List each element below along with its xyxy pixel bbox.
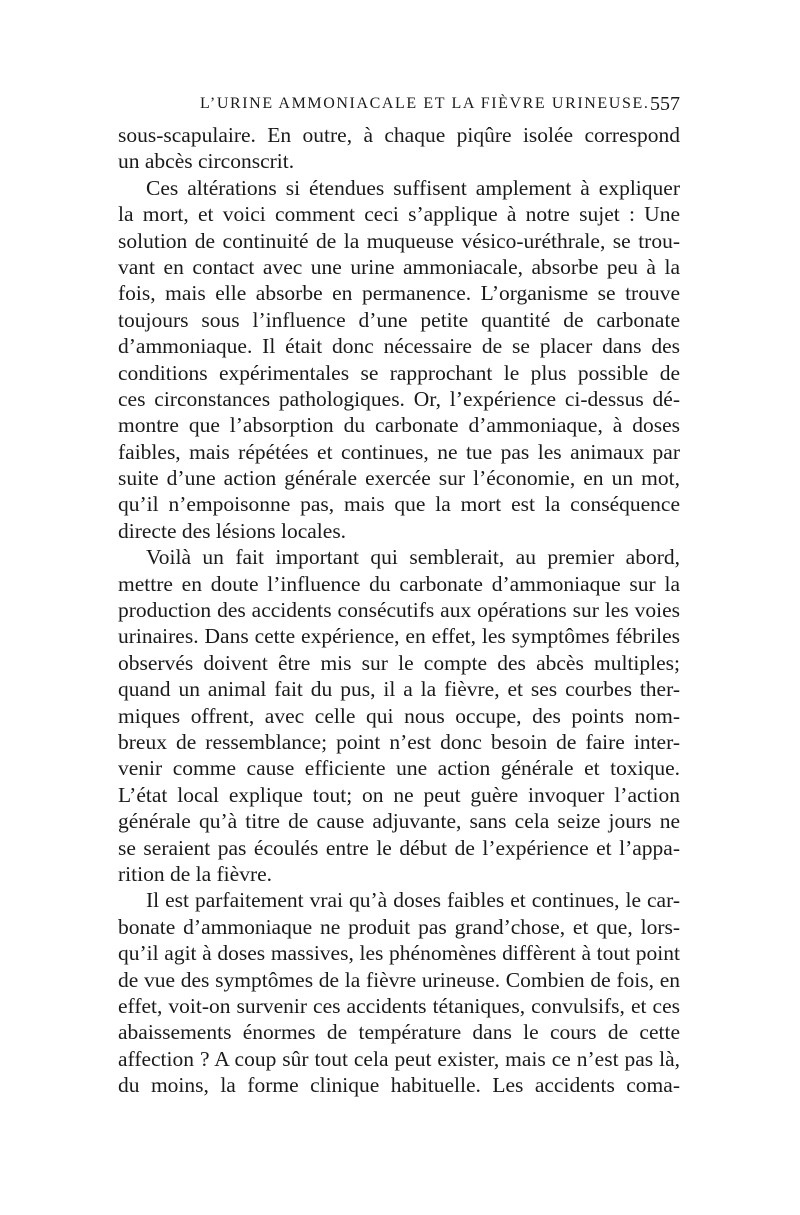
text-line: mettre en doute l’influence du carbonate d’ammoniaque sur la [118, 571, 680, 596]
text-line: L’état local explique tout; on ne peut guère invoquer l’action [118, 782, 680, 807]
text-line: urinaires. Dans cette expérience, en effet, les symptômes fébriles [118, 624, 680, 649]
text-line: directe des lésions locales. [118, 518, 347, 543]
text-line: un abcès circonscrit. [118, 149, 295, 174]
text-line: générale qu’à titre de cause adjuvante, sans cela seize jours ne [118, 809, 680, 834]
text-line: fois, mais elle absorbe en permanence. L’organisme se trouve [118, 281, 680, 306]
text-line: Voilà un fait important qui semblerait, au premier abord, [146, 545, 680, 570]
text-line: Il est parfaitement vrai qu’à doses faibles et continues, le car- [146, 888, 680, 913]
text-line: bonate d’ammoniaque ne produit pas grand’chose, et que, lors- [118, 914, 680, 939]
text-line: conditions expérimentales se rapprochant le plus possible de [118, 360, 680, 385]
text-line: se seraient pas écoulés entre le début de l’expérience et l’appa- [118, 835, 680, 860]
text-line: faibles, mais répétées et continues, ne tue pas les animaux par [118, 439, 680, 464]
text-line: sous-scapulaire. En outre, à chaque piqûre isolée correspond [118, 123, 680, 147]
text-line: affection ? A coup sûr tout cela peut exister, mais ce n’est pas là, [118, 1046, 680, 1071]
text-line: solution de continuité de la muqueuse vésico-uréthrale, se trou- [118, 228, 680, 253]
text-line: d’ammoniaque. Il était donc nécessaire de se placer dans des [118, 334, 680, 359]
text-line: suite d’une action générale exercée sur l’économie, en un mot, [118, 466, 680, 491]
running-title: L’URINE AMMONIACALE ET LA FIÈVRE URINEUSE. [200, 95, 650, 112]
text-line: observés doivent être mis sur le compte des abcès multiples; [118, 650, 680, 675]
body-text [118, 122, 680, 1098]
text-line: vant en contact avec une urine ammoniacale, absorbe peu à la [118, 254, 680, 279]
page-number: 557 [650, 93, 680, 115]
text-line: abaissements énormes de température dans le cours de cette [118, 1020, 680, 1045]
text-line: la mort, et voici comment ceci s’applique à notre sujet : Une [118, 202, 680, 227]
text-line: qu’il n’empoisonne pas, mais que la mort est la conséquence [118, 492, 680, 517]
text-line: toujours sous l’influence d’une petite quantité de carbonate [118, 307, 680, 332]
text-line: ces circonstances pathologiques. Or, l’expérience ci-dessus dé- [118, 386, 680, 411]
text-line: du moins, la forme clinique habituelle. Les accidents coma- [118, 1073, 680, 1098]
running-head [118, 90, 680, 118]
text-line: effet, voit-on survenir ces accidents tétaniques, convulsifs, et ces [118, 993, 680, 1018]
text-line: montre que l’absorption du carbonate d’ammoniaque, à doses [118, 413, 680, 438]
text-line: venir comme cause efficiente une action générale et toxique. [118, 756, 680, 781]
text-line: breux de ressemblance; point n’est donc besoin de faire inter- [118, 729, 680, 754]
text-line: Ces altérations si étendues suffisent amplement à expliquer [146, 175, 680, 200]
text-line: rition de la fièvre. [118, 861, 273, 886]
text-line: production des accidents consécutifs aux opérations sur les voies [118, 598, 680, 623]
text-line: qu’il agit à doses massives, les phénomènes diffèrent à tout point [118, 941, 680, 966]
text-line: miques offrent, avec celle qui nous occupe, des points nom- [118, 703, 680, 728]
text-line: quand un animal fait du pus, il a la fièvre, et ses courbes ther- [118, 677, 680, 702]
text-line: de vue des symptômes de la fièvre urineuse. Combien de fois, en [118, 967, 680, 992]
